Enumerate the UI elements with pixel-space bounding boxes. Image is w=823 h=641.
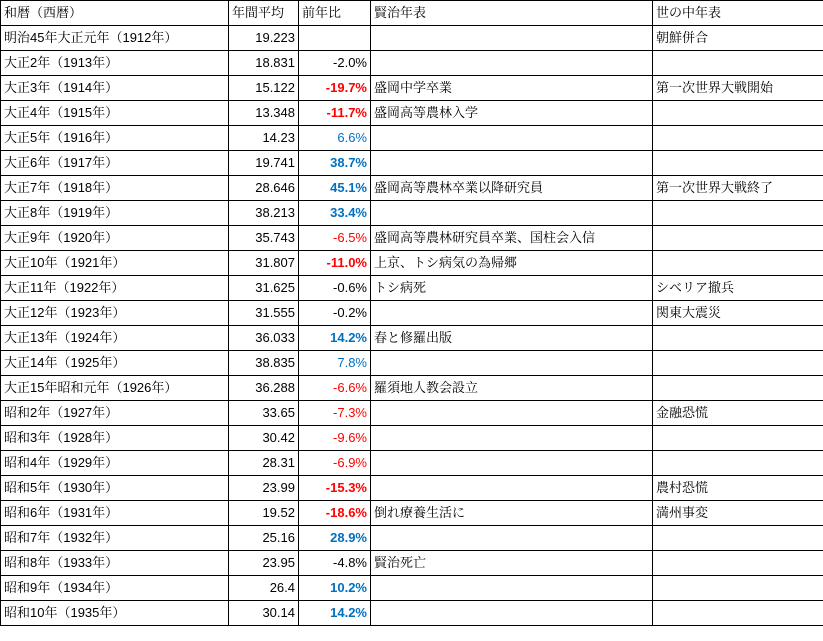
cell-yoy: -18.6% (299, 501, 371, 526)
table-row (1, 126, 823, 151)
cell-yoy: -6.5% (299, 226, 371, 251)
cell-era: 昭和9年（1934年） (1, 576, 229, 601)
cell-world (653, 351, 823, 376)
cell-world (653, 426, 823, 451)
cell-kenji: 盛岡高等農林卒業以降研究員 (371, 176, 653, 201)
cell-era: 昭和4年（1929年） (1, 451, 229, 476)
cell-world: 農村恐慌 (653, 476, 823, 501)
table-row (1, 351, 823, 376)
table-row (1, 101, 823, 126)
cell-average: 13.348 (229, 101, 299, 126)
cell-era: 大正6年（1917年） (1, 151, 229, 176)
cell-era: 大正7年（1918年） (1, 176, 229, 201)
table-row (1, 51, 823, 76)
table-row (1, 201, 823, 226)
cell-world (653, 251, 823, 276)
cell-yoy: 45.1% (299, 176, 371, 201)
cell-era: 大正13年（1924年） (1, 326, 229, 351)
cell-average: 36.033 (229, 326, 299, 351)
cell-world: 満州事変 (653, 501, 823, 526)
cell-average: 18.831 (229, 51, 299, 76)
column-header-world: 世の中年表 (653, 1, 823, 26)
column-header-yoy: 前年比 (299, 1, 371, 26)
cell-yoy: 28.9% (299, 526, 371, 551)
cell-era: 大正8年（1919年） (1, 201, 229, 226)
cell-world: 朝鮮併合 (653, 26, 823, 51)
cell-world (653, 601, 823, 626)
cell-yoy: 33.4% (299, 201, 371, 226)
table-row (1, 476, 823, 501)
table-row (1, 501, 823, 526)
table-row (1, 176, 823, 201)
cell-era: 明治45年大正元年（1912年） (1, 26, 229, 51)
cell-era: 昭和7年（1932年） (1, 526, 229, 551)
cell-yoy: -15.3% (299, 476, 371, 501)
cell-yoy: -19.7% (299, 76, 371, 101)
cell-kenji: 盛岡高等農林研究員卒業、国柱会入信 (371, 226, 653, 251)
cell-world (653, 451, 823, 476)
cell-yoy: -6.6% (299, 376, 371, 401)
cell-era: 大正11年（1922年） (1, 276, 229, 301)
cell-kenji (371, 576, 653, 601)
cell-average: 35.743 (229, 226, 299, 251)
table-row (1, 226, 823, 251)
table-row (1, 76, 823, 101)
column-header-average: 年間平均 (229, 1, 299, 26)
cell-kenji: 賢治死亡 (371, 551, 653, 576)
table-row (1, 576, 823, 601)
cell-world (653, 51, 823, 76)
cell-kenji (371, 426, 653, 451)
cell-yoy: -9.6% (299, 426, 371, 451)
table-row (1, 526, 823, 551)
cell-average: 28.646 (229, 176, 299, 201)
cell-era: 大正4年（1915年） (1, 101, 229, 126)
table-row (1, 251, 823, 276)
cell-kenji: 倒れ療養生活に (371, 501, 653, 526)
table-header-row (1, 1, 823, 26)
cell-yoy: 14.2% (299, 601, 371, 626)
table-row (1, 26, 823, 51)
cell-world (653, 576, 823, 601)
cell-yoy: -2.0% (299, 51, 371, 76)
cell-average: 23.99 (229, 476, 299, 501)
cell-world (653, 326, 823, 351)
cell-average: 19.52 (229, 501, 299, 526)
cell-era: 大正9年（1920年） (1, 226, 229, 251)
cell-kenji (371, 26, 653, 51)
table-row (1, 376, 823, 401)
cell-era: 大正2年（1913年） (1, 51, 229, 76)
cell-kenji: 盛岡高等農林入学 (371, 101, 653, 126)
cell-world (653, 551, 823, 576)
cell-yoy: -6.9% (299, 451, 371, 476)
cell-kenji (371, 301, 653, 326)
table-row (1, 326, 823, 351)
cell-era: 大正5年（1916年） (1, 126, 229, 151)
cell-kenji (371, 451, 653, 476)
cell-yoy: -0.2% (299, 301, 371, 326)
table-row (1, 276, 823, 301)
cell-kenji (371, 201, 653, 226)
cell-average: 26.4 (229, 576, 299, 601)
cell-kenji (371, 351, 653, 376)
cell-average: 30.42 (229, 426, 299, 451)
cell-average: 36.288 (229, 376, 299, 401)
cell-average: 38.213 (229, 201, 299, 226)
cell-average: 23.95 (229, 551, 299, 576)
cell-yoy: -4.8% (299, 551, 371, 576)
cell-kenji: 春と修羅出版 (371, 326, 653, 351)
cell-yoy: -11.7% (299, 101, 371, 126)
cell-average: 14.23 (229, 126, 299, 151)
table-body (1, 1, 823, 626)
column-header-kenji: 賢治年表 (371, 1, 653, 26)
cell-kenji (371, 151, 653, 176)
cell-world: シベリア撤兵 (653, 276, 823, 301)
cell-kenji: トシ病死 (371, 276, 653, 301)
cell-kenji (371, 51, 653, 76)
cell-world (653, 201, 823, 226)
cell-kenji: 盛岡中学卒業 (371, 76, 653, 101)
cell-era: 大正12年（1923年） (1, 301, 229, 326)
cell-era: 大正14年（1925年） (1, 351, 229, 376)
cell-world: 第一次世界大戦開始 (653, 76, 823, 101)
cell-yoy: -0.6% (299, 276, 371, 301)
cell-yoy: 14.2% (299, 326, 371, 351)
cell-era: 昭和5年（1930年） (1, 476, 229, 501)
cell-average: 33.65 (229, 401, 299, 426)
cell-yoy: 38.7% (299, 151, 371, 176)
cell-world: 金融恐慌 (653, 401, 823, 426)
cell-yoy: -11.0% (299, 251, 371, 276)
cell-yoy: 7.8% (299, 351, 371, 376)
cell-yoy: -7.3% (299, 401, 371, 426)
cell-kenji: 羅須地人教会設立 (371, 376, 653, 401)
table-row (1, 151, 823, 176)
cell-era: 昭和6年（1931年） (1, 501, 229, 526)
cell-world (653, 376, 823, 401)
table-row (1, 551, 823, 576)
cell-world (653, 226, 823, 251)
cell-kenji (371, 476, 653, 501)
cell-world: 第一次世界大戦終了 (653, 176, 823, 201)
cell-average: 31.807 (229, 251, 299, 276)
cell-world (653, 101, 823, 126)
table-row (1, 401, 823, 426)
cell-average: 19.741 (229, 151, 299, 176)
cell-yoy (299, 26, 371, 51)
cell-average: 31.625 (229, 276, 299, 301)
cell-kenji (371, 601, 653, 626)
cell-yoy: 10.2% (299, 576, 371, 601)
cell-world: 関東大震災 (653, 301, 823, 326)
cell-average: 19.223 (229, 26, 299, 51)
table-row (1, 426, 823, 451)
cell-average: 28.31 (229, 451, 299, 476)
table-row (1, 301, 823, 326)
cell-yoy: 6.6% (299, 126, 371, 151)
cell-era: 昭和10年（1935年） (1, 601, 229, 626)
cell-kenji (371, 526, 653, 551)
cell-average: 31.555 (229, 301, 299, 326)
cell-kenji (371, 401, 653, 426)
cell-world (653, 526, 823, 551)
cell-average: 38.835 (229, 351, 299, 376)
cell-kenji: 上京、トシ病気の為帰郷 (371, 251, 653, 276)
cell-kenji (371, 126, 653, 151)
cell-era: 昭和8年（1933年） (1, 551, 229, 576)
cell-average: 30.14 (229, 601, 299, 626)
column-header-era: 和暦（西暦） (1, 1, 229, 26)
cell-era: 大正15年昭和元年（1926年） (1, 376, 229, 401)
cell-era: 昭和3年（1928年） (1, 426, 229, 451)
cell-average: 15.122 (229, 76, 299, 101)
table-row (1, 451, 823, 476)
cell-era: 大正3年（1914年） (1, 76, 229, 101)
cell-world (653, 126, 823, 151)
cell-era: 大正10年（1921年） (1, 251, 229, 276)
cell-world (653, 151, 823, 176)
cell-average: 25.16 (229, 526, 299, 551)
table-row (1, 601, 823, 626)
cell-era: 昭和2年（1927年） (1, 401, 229, 426)
